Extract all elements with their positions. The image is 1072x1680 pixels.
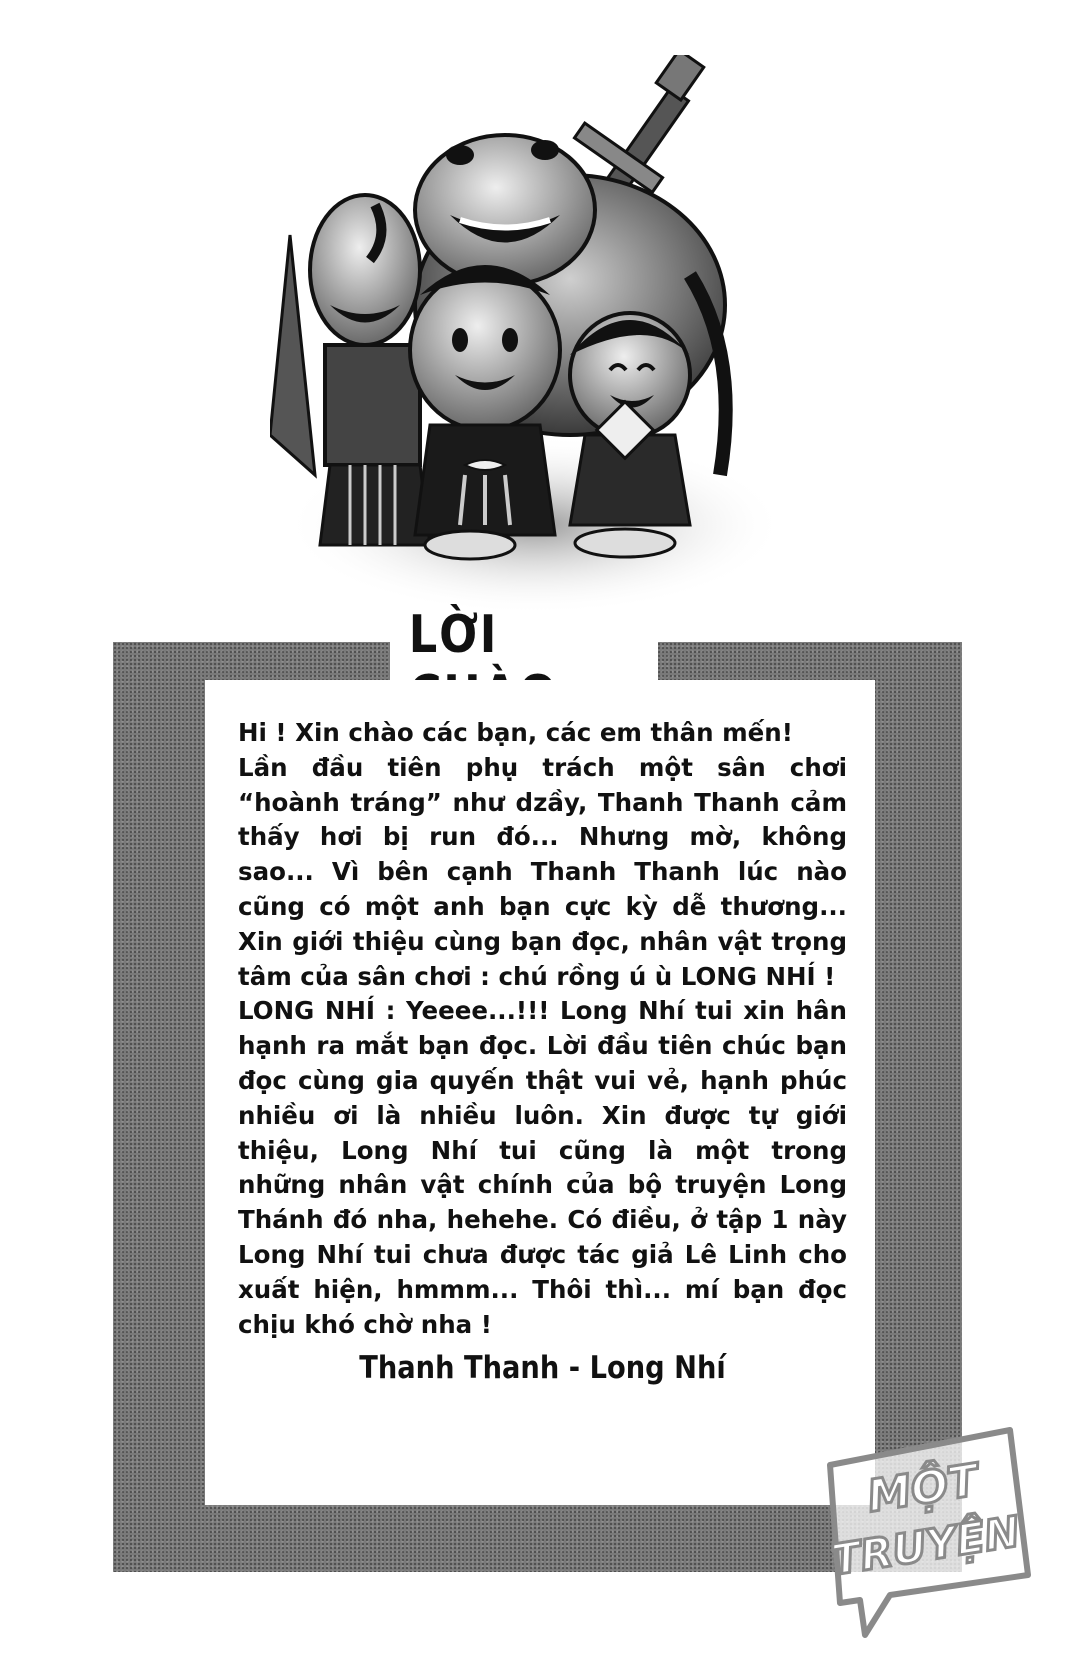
content-box — [205, 680, 875, 1505]
watermark-line1: MỘT — [863, 1454, 982, 1523]
paragraph-long-nhi: LONG NHÍ : Yeeee...!!! Long Nhí tui xin hân hạnh ra mắt bạn đọc. Lời đầu tiên chúc bạn đọc cùng gia quyến thật vui vẻ, hạnh phúc nhiều ơi là nhiều luôn. Xin được tự giới thiệu, Long Nhí tui cũng là một trong những nhân vật chính của bộ truyện Long Thánh đó nha, hehehe. Có điều, ở tập 1 này Long Nhí tui chưa được tác giả Lê Linh cho xuất hiện, hmmm... Thôi thì... mí bạn đọc chịu khó chờ nha ! — [238, 996, 847, 1339]
speech-bubble-watermark — [810, 1425, 1040, 1640]
sword-icon — [574, 55, 703, 192]
paragraph-intro: Lần đầu tiên phụ trách một sân chơi “hoành tráng” như dzầy, Thanh Thanh cảm thấy hơi bị run đó... Nhưng mờ, không sao... Vì bên cạnh Thanh Thanh lúc nào cũng có một anh bạn cực kỳ dễ thương... Xin giới thiệu cùng bạn đọc, nhân vật trọng tâm của sân chơi : chú rồng ú ù LONG NHÍ ! — [238, 752, 847, 991]
signature: Thanh Thanh - Long Nhí — [359, 1350, 726, 1387]
characters-illustration — [270, 55, 810, 610]
page-title: LỜI — [408, 605, 499, 665]
left-character — [270, 195, 430, 545]
watermark-line2: TRUYỆN — [828, 1506, 1024, 1585]
paragraph-greeting: Hi ! Xin chào các bạn, các em thân mến! — [238, 718, 793, 747]
